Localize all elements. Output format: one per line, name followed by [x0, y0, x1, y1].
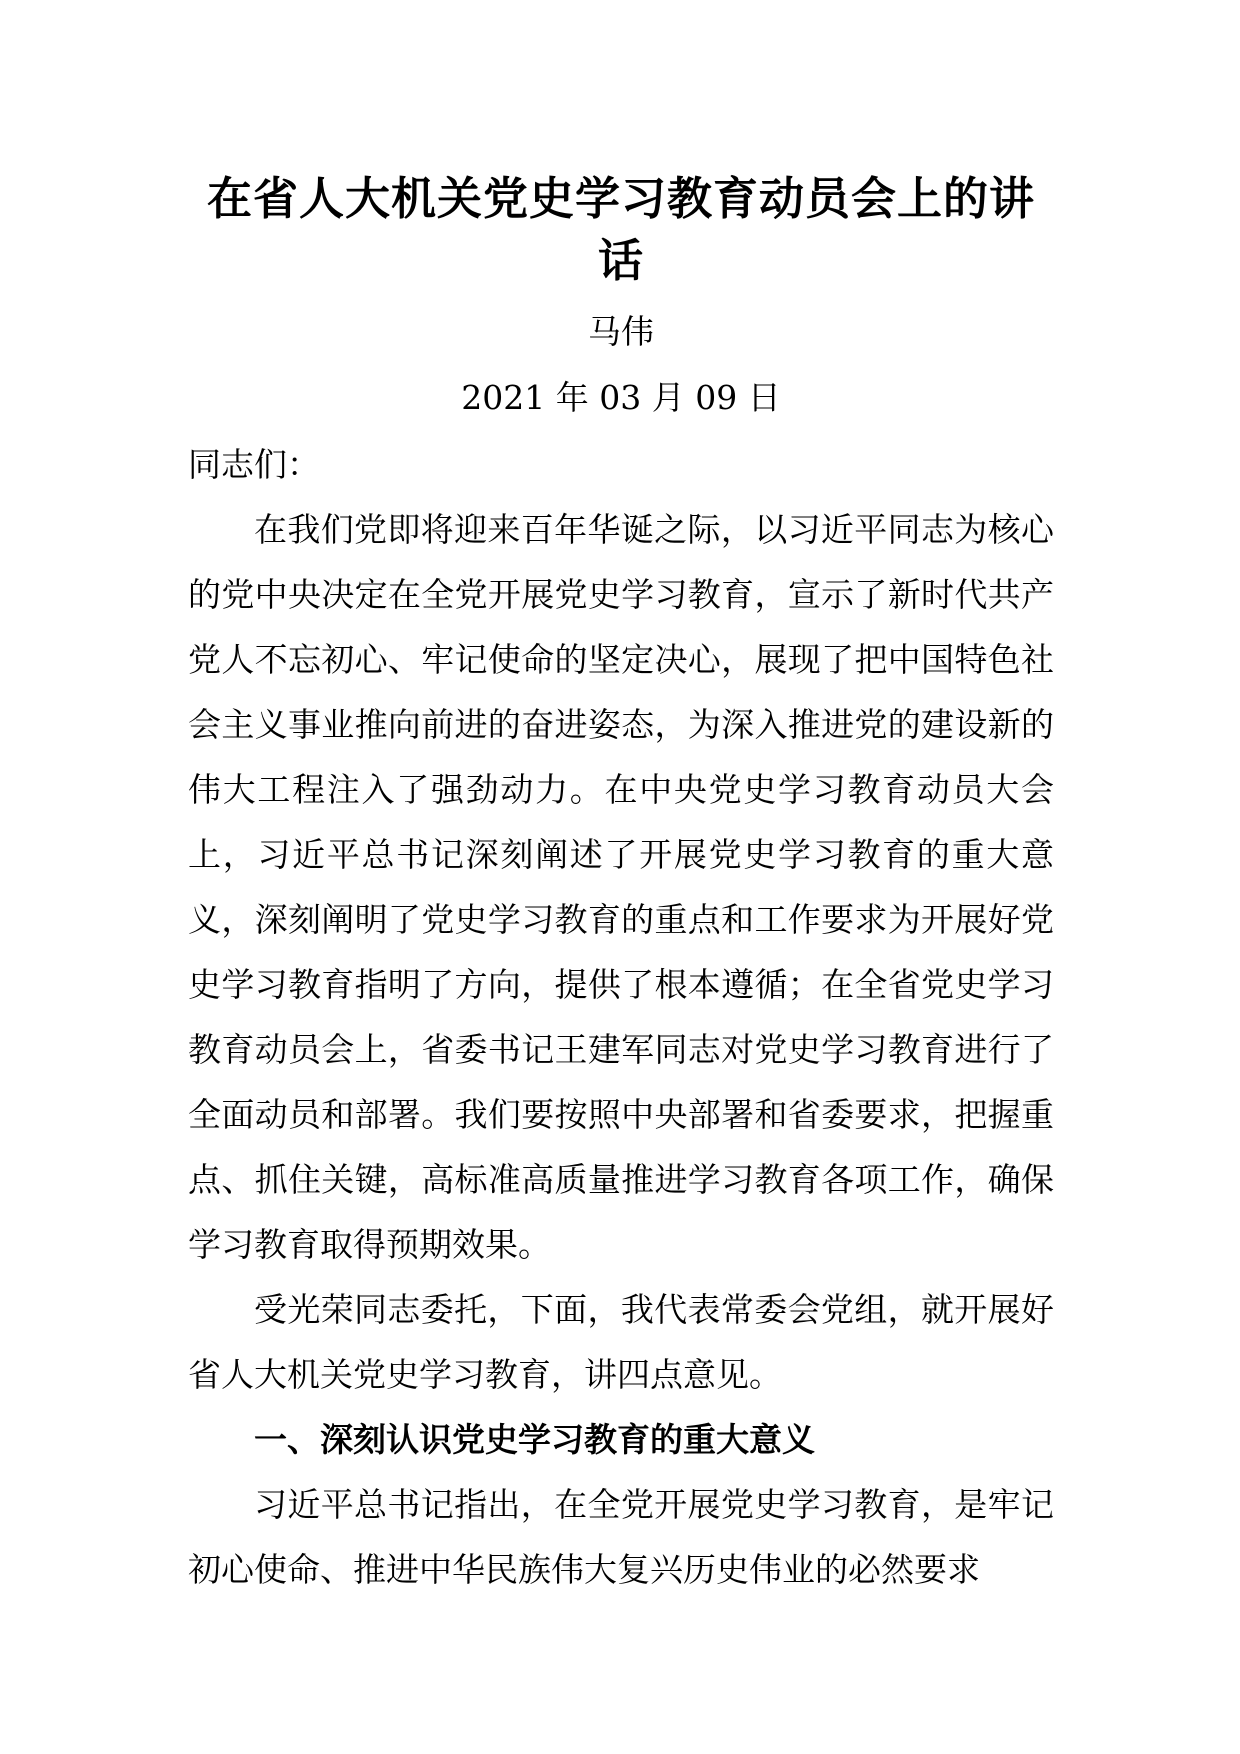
body-paragraph-2: 受光荣同志委托，下面，我代表常委会党组，就开展好省人大机关党史学习教育，讲四点意见。 [188, 1290, 1054, 1394]
document-page [188, 0, 1054, 1602]
document-date: 2021 年 03 月 09 日 [461, 378, 781, 417]
salutation: 同志们： [188, 445, 320, 484]
document-body [188, 432, 1054, 1602]
section-heading: 一、深刻认识党史学习教育的重大意义 [254, 1420, 815, 1459]
body-paragraph-1: 在我们党即将迎来百年华诞之际，以习近平同志为核心的党中央决定在全党开展党史学习教育，宣示了新时代共产党人不忘初心、牢记使命的坚定决心，展现了把中国特色社会主义事业推向前进的奋进姿态，为深入推进党的建设新的伟大工程注入了强劲动力。在中央党史学习教育动员大会上，习近平总书记深刻阐述了开展党史学习教育的重大意义，深刻阐明了党史学习教育的重点和工作要求为开展好党史学习教育指明了方向，提供了根本遵循；在全省党史学习教育动员会上，省委书记王建军同志对党史学习教育进行了全面动员和部署。我们要按照中央部署和省委要求，把握重点、抓住关键，高标准高质量推进学习教育各项工作，确保学习教育取得预期效果。 [188, 510, 1054, 1264]
document-author: 马伟 [588, 312, 654, 351]
section-paragraph: 习近平总书记指出，在全党开展党史学习教育，是牢记初心使命、推进中华民族伟大复兴历史伟业的必然要求 [188, 1485, 1054, 1589]
document-title: 在省人大机关党史学习教育动员会上的讲话 [206, 172, 1035, 287]
